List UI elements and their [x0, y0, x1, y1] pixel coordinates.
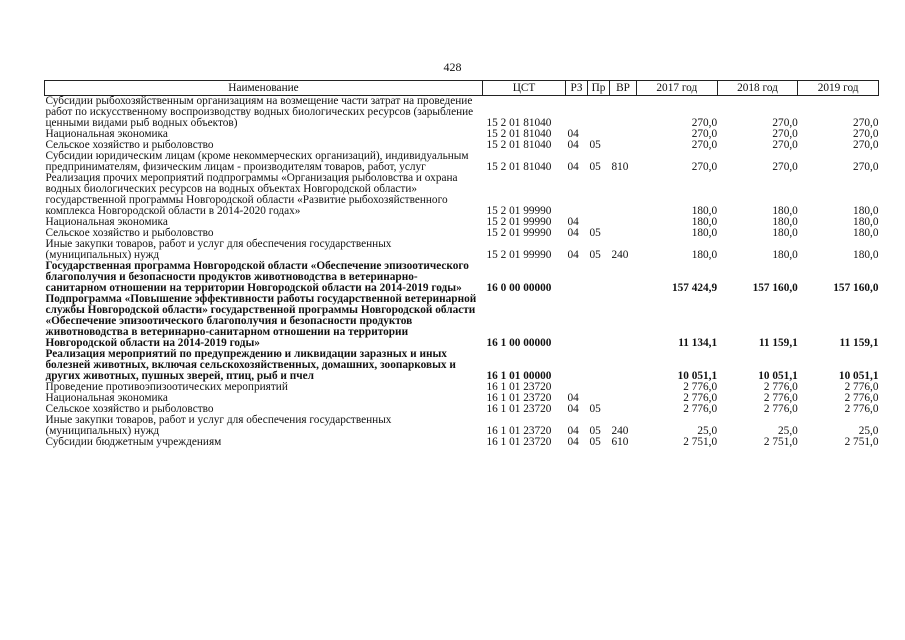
row-amount-2019: 270,0	[853, 161, 879, 173]
row-rz	[566, 261, 588, 294]
row-rz: 04	[567, 436, 579, 448]
row-vr	[610, 228, 637, 239]
row-name: Сельское хозяйство и рыболовство	[45, 403, 214, 415]
row-cst: 15 2 01 81040	[486, 117, 552, 129]
row-vr	[610, 404, 637, 415]
row-name: Проведение противоэпизоотических мероприятий	[45, 381, 288, 393]
row-amount-2018: 270,0	[772, 117, 798, 129]
row-name: Национальная экономика	[45, 128, 168, 140]
row-cst: 16 1 00 00000	[486, 337, 552, 349]
row-amount-2019: 180,0	[853, 249, 879, 261]
table-row	[45, 349, 879, 382]
row-amount-2019: 10 051,1	[838, 370, 879, 382]
row-amount-2018: 11 159,1	[758, 337, 798, 349]
row-cst: 16 0 00 00000	[486, 282, 552, 294]
row-amount-2018: 2 776,0	[763, 392, 798, 404]
row-amount-2018: 157 160,0	[752, 282, 798, 294]
header-rz: РЗ	[566, 81, 588, 96]
row-cst: 16 1 01 00000	[486, 370, 552, 382]
row-amount-2018: 25,0	[778, 425, 798, 437]
row-cst: 15 2 01 81040	[486, 128, 552, 140]
row-cst: 15 2 01 81040	[486, 161, 552, 173]
row-amount-2019: 180,0	[853, 205, 879, 217]
row-amount-2018: 180,0	[772, 227, 798, 239]
row-vr: 810	[611, 161, 629, 173]
row-vr	[610, 261, 637, 294]
row-amount-2017: 270,0	[691, 161, 718, 173]
row-name: Национальная экономика	[45, 216, 168, 228]
row-rz: 04	[567, 128, 579, 140]
row-rz	[566, 294, 588, 349]
row-amount-2017: 180,0	[691, 205, 718, 217]
row-amount-2017: 157 424,9	[671, 282, 718, 294]
row-amount-2019: 270,0	[853, 117, 879, 129]
row-amount-2019: 2 776,0	[844, 381, 879, 393]
row-rz: 04	[567, 216, 579, 228]
row-vr	[610, 217, 637, 228]
row-vr	[610, 393, 637, 404]
row-rz: 04	[567, 425, 579, 437]
table-row	[45, 382, 879, 393]
row-amount-2017: 270,0	[691, 128, 718, 140]
row-pr: 05	[589, 139, 601, 151]
row-cst: 16 1 01 23720	[486, 381, 552, 393]
row-vr	[610, 349, 637, 382]
row-name: Субсидии бюджетным учреждениям	[45, 436, 222, 448]
row-cst: 16 1 01 23720	[486, 425, 552, 437]
row-cst: 15 2 01 99990	[486, 227, 552, 239]
row-pr: 05	[589, 425, 601, 437]
table-row	[45, 173, 879, 217]
row-amount-2018: 270,0	[772, 128, 798, 140]
row-rz: 04	[567, 161, 579, 173]
row-pr: 05	[589, 161, 601, 173]
row-vr	[610, 382, 637, 393]
row-name: Реализация мероприятий по предупреждению и ликвидации заразных и иных болезней животных, включая сельскохозяйственных, домашних, зоопарковых и других животных, пушных зверей, птиц, рыб и пчел	[45, 348, 456, 382]
row-pr: 05	[589, 227, 601, 239]
row-pr	[588, 349, 610, 382]
header-cst: ЦСТ	[483, 81, 566, 96]
row-amount-2019: 157 160,0	[833, 282, 879, 294]
table-header-row	[45, 81, 879, 96]
row-amount-2017: 10 051,1	[677, 370, 718, 382]
row-name: Иные закупки товаров, работ и услуг для обеспечения государственных (муниципальных) нужд	[45, 238, 392, 261]
row-amount-2017: 11 134,1	[678, 337, 718, 349]
row-vr	[610, 129, 637, 140]
table-row	[45, 151, 879, 173]
row-name: Государственная программа Новгородской области «Обеспечение эпизоотического благополучия и безопасности продуктов животноводства в ветеринарно-санитарном отношении на территории Новгородской области на 2014-2019 годы»	[45, 260, 469, 294]
row-amount-2017: 180,0	[691, 249, 718, 261]
row-pr	[588, 294, 610, 349]
row-amount-2019: 11 159,1	[839, 337, 879, 349]
table-row	[45, 261, 879, 294]
row-amount-2018: 180,0	[772, 216, 798, 228]
row-pr: 05	[589, 403, 601, 415]
row-pr: 05	[589, 249, 601, 261]
row-name: Подпрограмма «Повышение эффективности работы государственной ветеринарной службы Новгородской области» государственной программы Новгородской области «Обеспечение эпизоотического благополучия и безопасности продуктов животноводства в ветеринарно-санитарном отношении на территории Новгородской области на 2014-2019 годы»	[45, 293, 477, 349]
budget-table	[44, 80, 879, 448]
row-rz: 04	[567, 139, 579, 151]
row-amount-2017: 2 751,0	[683, 436, 718, 448]
row-name: Субсидии юридическим лицам (кроме некоммерческих организаций), индивидуальным предпринимателям, физическим лицам - производителям товаров, работ, услуг	[45, 150, 469, 173]
row-amount-2017: 2 776,0	[683, 381, 718, 393]
row-cst: 16 1 01 23720	[486, 392, 552, 404]
row-vr: 240	[611, 425, 629, 437]
row-amount-2018: 180,0	[772, 205, 798, 217]
row-vr: 240	[611, 249, 629, 261]
header-vr: ВР	[610, 81, 637, 96]
table-row	[45, 415, 879, 437]
row-name: Субсидии рыбохозяйственным организациям на возмещение части затрат на проведение работ по искусственному воспроизводству водных биологических ресурсов (зарыбление ценными видами рыб водных объектов)	[45, 95, 474, 129]
row-rz: 04	[567, 227, 579, 239]
row-rz: 04	[567, 392, 579, 404]
row-amount-2019: 180,0	[853, 227, 879, 239]
row-name: Иные закупки товаров, работ и услуг для обеспечения государственных (муниципальных) нужд	[45, 414, 392, 437]
row-rz	[566, 349, 588, 382]
row-name: Сельское хозяйство и рыболовство	[45, 139, 214, 151]
row-amount-2017: 2 776,0	[683, 392, 718, 404]
row-amount-2017: 180,0	[691, 227, 718, 239]
row-cst: 15 2 01 81040	[486, 139, 552, 151]
header-2017: 2017 год	[637, 81, 718, 96]
row-amount-2019: 2 776,0	[844, 403, 879, 415]
row-amount-2019: 25,0	[858, 425, 879, 437]
row-amount-2017: 270,0	[691, 139, 718, 151]
row-amount-2019: 270,0	[853, 128, 879, 140]
row-pr	[588, 173, 610, 217]
row-amount-2019: 270,0	[853, 139, 879, 151]
table-row	[45, 96, 879, 130]
page-number: 428	[443, 60, 462, 74]
row-vr	[610, 96, 637, 130]
row-cst: 15 2 01 99990	[486, 205, 552, 217]
row-pr	[588, 261, 610, 294]
row-amount-2019: 180,0	[853, 216, 879, 228]
row-amount-2017: 25,0	[697, 425, 718, 437]
row-cst: 16 1 01 23720	[486, 436, 552, 448]
header-name: Наименование	[45, 81, 483, 96]
row-amount-2018: 2 776,0	[763, 403, 798, 415]
row-amount-2019: 2 776,0	[844, 392, 879, 404]
row-cst: 15 2 01 99990	[486, 216, 552, 228]
header-2019: 2019 год	[798, 81, 879, 96]
row-amount-2018: 270,0	[772, 139, 798, 151]
row-amount-2019: 2 751,0	[844, 436, 879, 448]
row-vr: 610	[611, 436, 629, 448]
row-amount-2018: 270,0	[772, 161, 798, 173]
table-row	[45, 239, 879, 261]
row-amount-2018: 2 751,0	[763, 436, 798, 448]
row-rz: 04	[567, 403, 579, 415]
row-amount-2018: 10 051,1	[758, 370, 798, 382]
table-body	[45, 96, 879, 449]
row-pr	[588, 96, 610, 130]
row-name: Сельское хозяйство и рыболовство	[45, 227, 214, 239]
row-name: Реализация прочих мероприятий подпрограммы «Организация рыболовства и охрана водных биологических ресурсов на водных объектах Новгородской области» государственной программы Новгородской области «Развитие рыбохозяйственного комплекса Новгородской области в 2014-2020 годах»	[45, 172, 458, 217]
row-amount-2017: 2 776,0	[683, 403, 718, 415]
header-2018: 2018 год	[717, 81, 798, 96]
row-rz	[566, 96, 588, 130]
row-name: Национальная экономика	[45, 392, 168, 404]
row-amount-2017: 270,0	[691, 117, 718, 129]
row-amount-2018: 180,0	[772, 249, 798, 261]
row-amount-2017: 180,0	[691, 216, 718, 228]
row-vr	[610, 140, 637, 151]
row-rz	[566, 173, 588, 217]
table-row	[45, 437, 879, 448]
row-vr	[610, 294, 637, 349]
row-amount-2018: 2 776,0	[763, 381, 798, 393]
row-rz: 04	[567, 249, 579, 261]
row-cst: 15 2 01 99990	[486, 249, 552, 261]
header-pr: Пр	[588, 81, 610, 96]
row-cst: 16 1 01 23720	[486, 403, 552, 415]
row-vr	[610, 173, 637, 217]
row-pr	[588, 382, 610, 393]
row-pr: 05	[589, 436, 601, 448]
table-row	[45, 294, 879, 349]
